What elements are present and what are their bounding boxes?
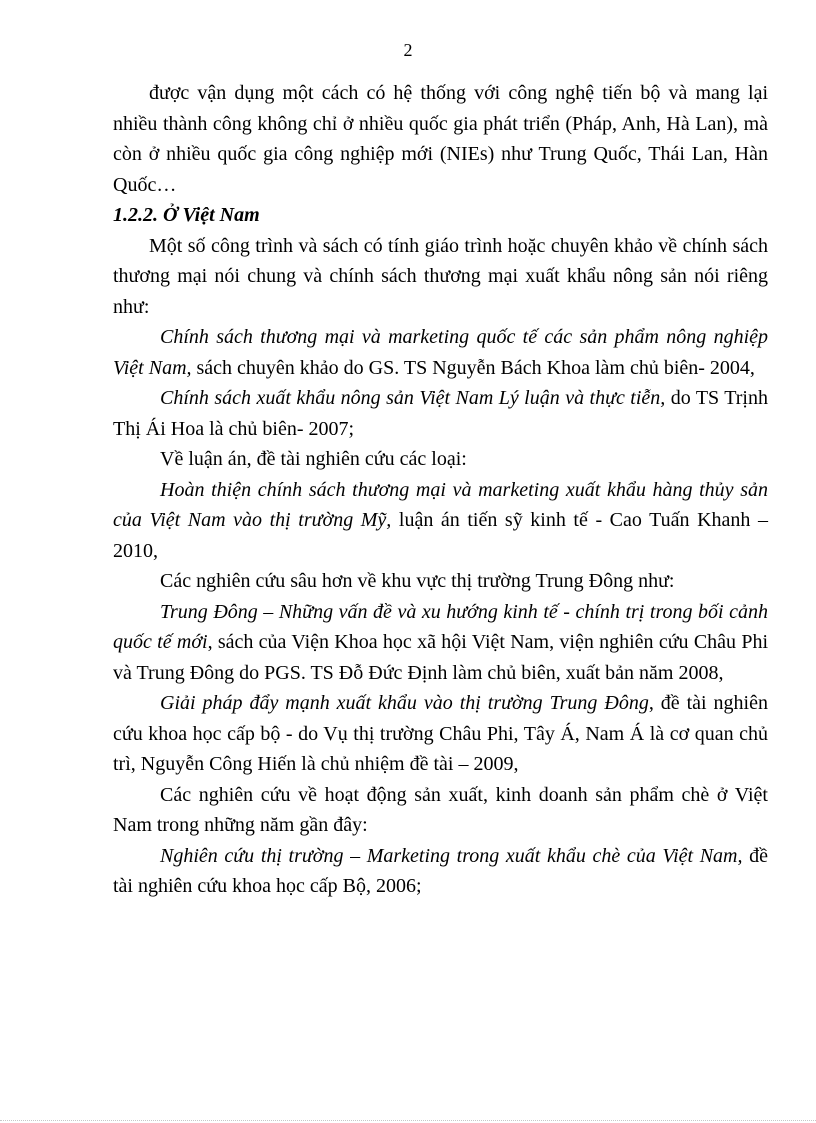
reference-details: sách chuyên khảo do GS. TS Nguyễn Bách Khoa làm chủ biên- 2004, (191, 356, 755, 379)
reference-details: , sách của Viện Khoa học xã hội Việt Nam, viện nghiên cứu Châu Phi và Trung Đông do PGS. TS Đỗ Đức Định làm chủ biên, xuất bản năm 2008, (113, 631, 769, 684)
paragraph-text: Các nghiên cứu sâu hơn về khu vực thị trường Trung Đông như: (160, 570, 675, 592)
reference-details: đề tài nghiên cứu khoa học cấp Bộ, 2006; (113, 844, 768, 897)
reference-details: do TS Trịnh Thị Ái Hoa là chủ biên- 2007; (113, 387, 768, 440)
reference-title: Nghiên cứu thị trường – Marketing trong xuất khẩu chè của Việt Nam, (160, 844, 743, 867)
paragraph-middle-east-intro (113, 566, 768, 597)
paragraph-dissertations-intro (113, 444, 768, 475)
reference-trade-policy-marketing (113, 322, 768, 383)
reference-agri-export-policy (113, 383, 768, 444)
paragraph-intro-continuation (113, 78, 768, 200)
paragraph-text: Các nghiên cứu về hoạt động sản xuất, kinh doanh sản phẩm chè ở Việt Nam trong những năm gần đây: (113, 783, 768, 836)
section-heading: 1.2.2. Ở Việt Nam (113, 204, 260, 226)
reference-middle-east-export-solutions (113, 688, 768, 780)
paragraph-text: được vận dụng một cách có hệ thống với công nghệ tiến bộ và mang lại nhiều thành công không chỉ ở nhiều quốc gia phát triển (Pháp, Anh, Hà Lan), mà còn ở nhiều quốc gia công nghiệp mới (NIEs) như Trung Quốc, Thái Lan, Hàn Quốc… (113, 82, 768, 196)
page-bottom-rule (0, 1120, 816, 1121)
paragraph-text: Một số công trình và sách có tính giáo trình hoặc chuyên khảo về chính sách thương mại nói chung và chính sách thương mại xuất khẩu nông sản nói riêng như: (113, 234, 768, 318)
document-body (113, 78, 768, 902)
paragraph-text: Về luận án, đề tài nghiên cứu các loại: (160, 448, 467, 470)
reference-title: Trung Đông – Những vấn đề và xu hướng kinh tế - chính trị trong bối cảnh quốc tế mới (113, 600, 768, 653)
reference-seafood-export-dissertation (113, 475, 768, 567)
reference-middle-east-book (113, 597, 768, 689)
page-number: 2 (403, 40, 413, 60)
paragraph-works-intro (113, 231, 768, 323)
reference-details: luận án tiến sỹ kinh tế - Cao Tuấn Khanh – 2010, (113, 509, 768, 562)
reference-details: , đề tài nghiên cứu khoa học cấp bộ - do Vụ thị trường Châu Phi, Tây Á, Nam Á là cơ quan chủ trì, Nguyễn Công Hiến là chủ nhiệm đề tài – 2009, (113, 692, 768, 775)
reference-title: Chính sách xuất khẩu nông sản Việt Nam Lý luận và thực tiễn, (160, 387, 666, 409)
reference-title: Giải pháp đẩy mạnh xuất khẩu vào thị trường Trung Đông (160, 692, 649, 714)
reference-title: Hoàn thiện chính sách thương mại và marketing xuất khẩu hàng thủy sản của Việt Nam vào thị trường Mỹ, (113, 478, 768, 531)
paragraph-tea-research-intro (113, 780, 768, 841)
reference-tea-export-marketing (113, 841, 768, 902)
reference-title: Chính sách thương mại và marketing quốc tế các sản phẩm nông nghiệp Việt Nam, (113, 326, 768, 379)
